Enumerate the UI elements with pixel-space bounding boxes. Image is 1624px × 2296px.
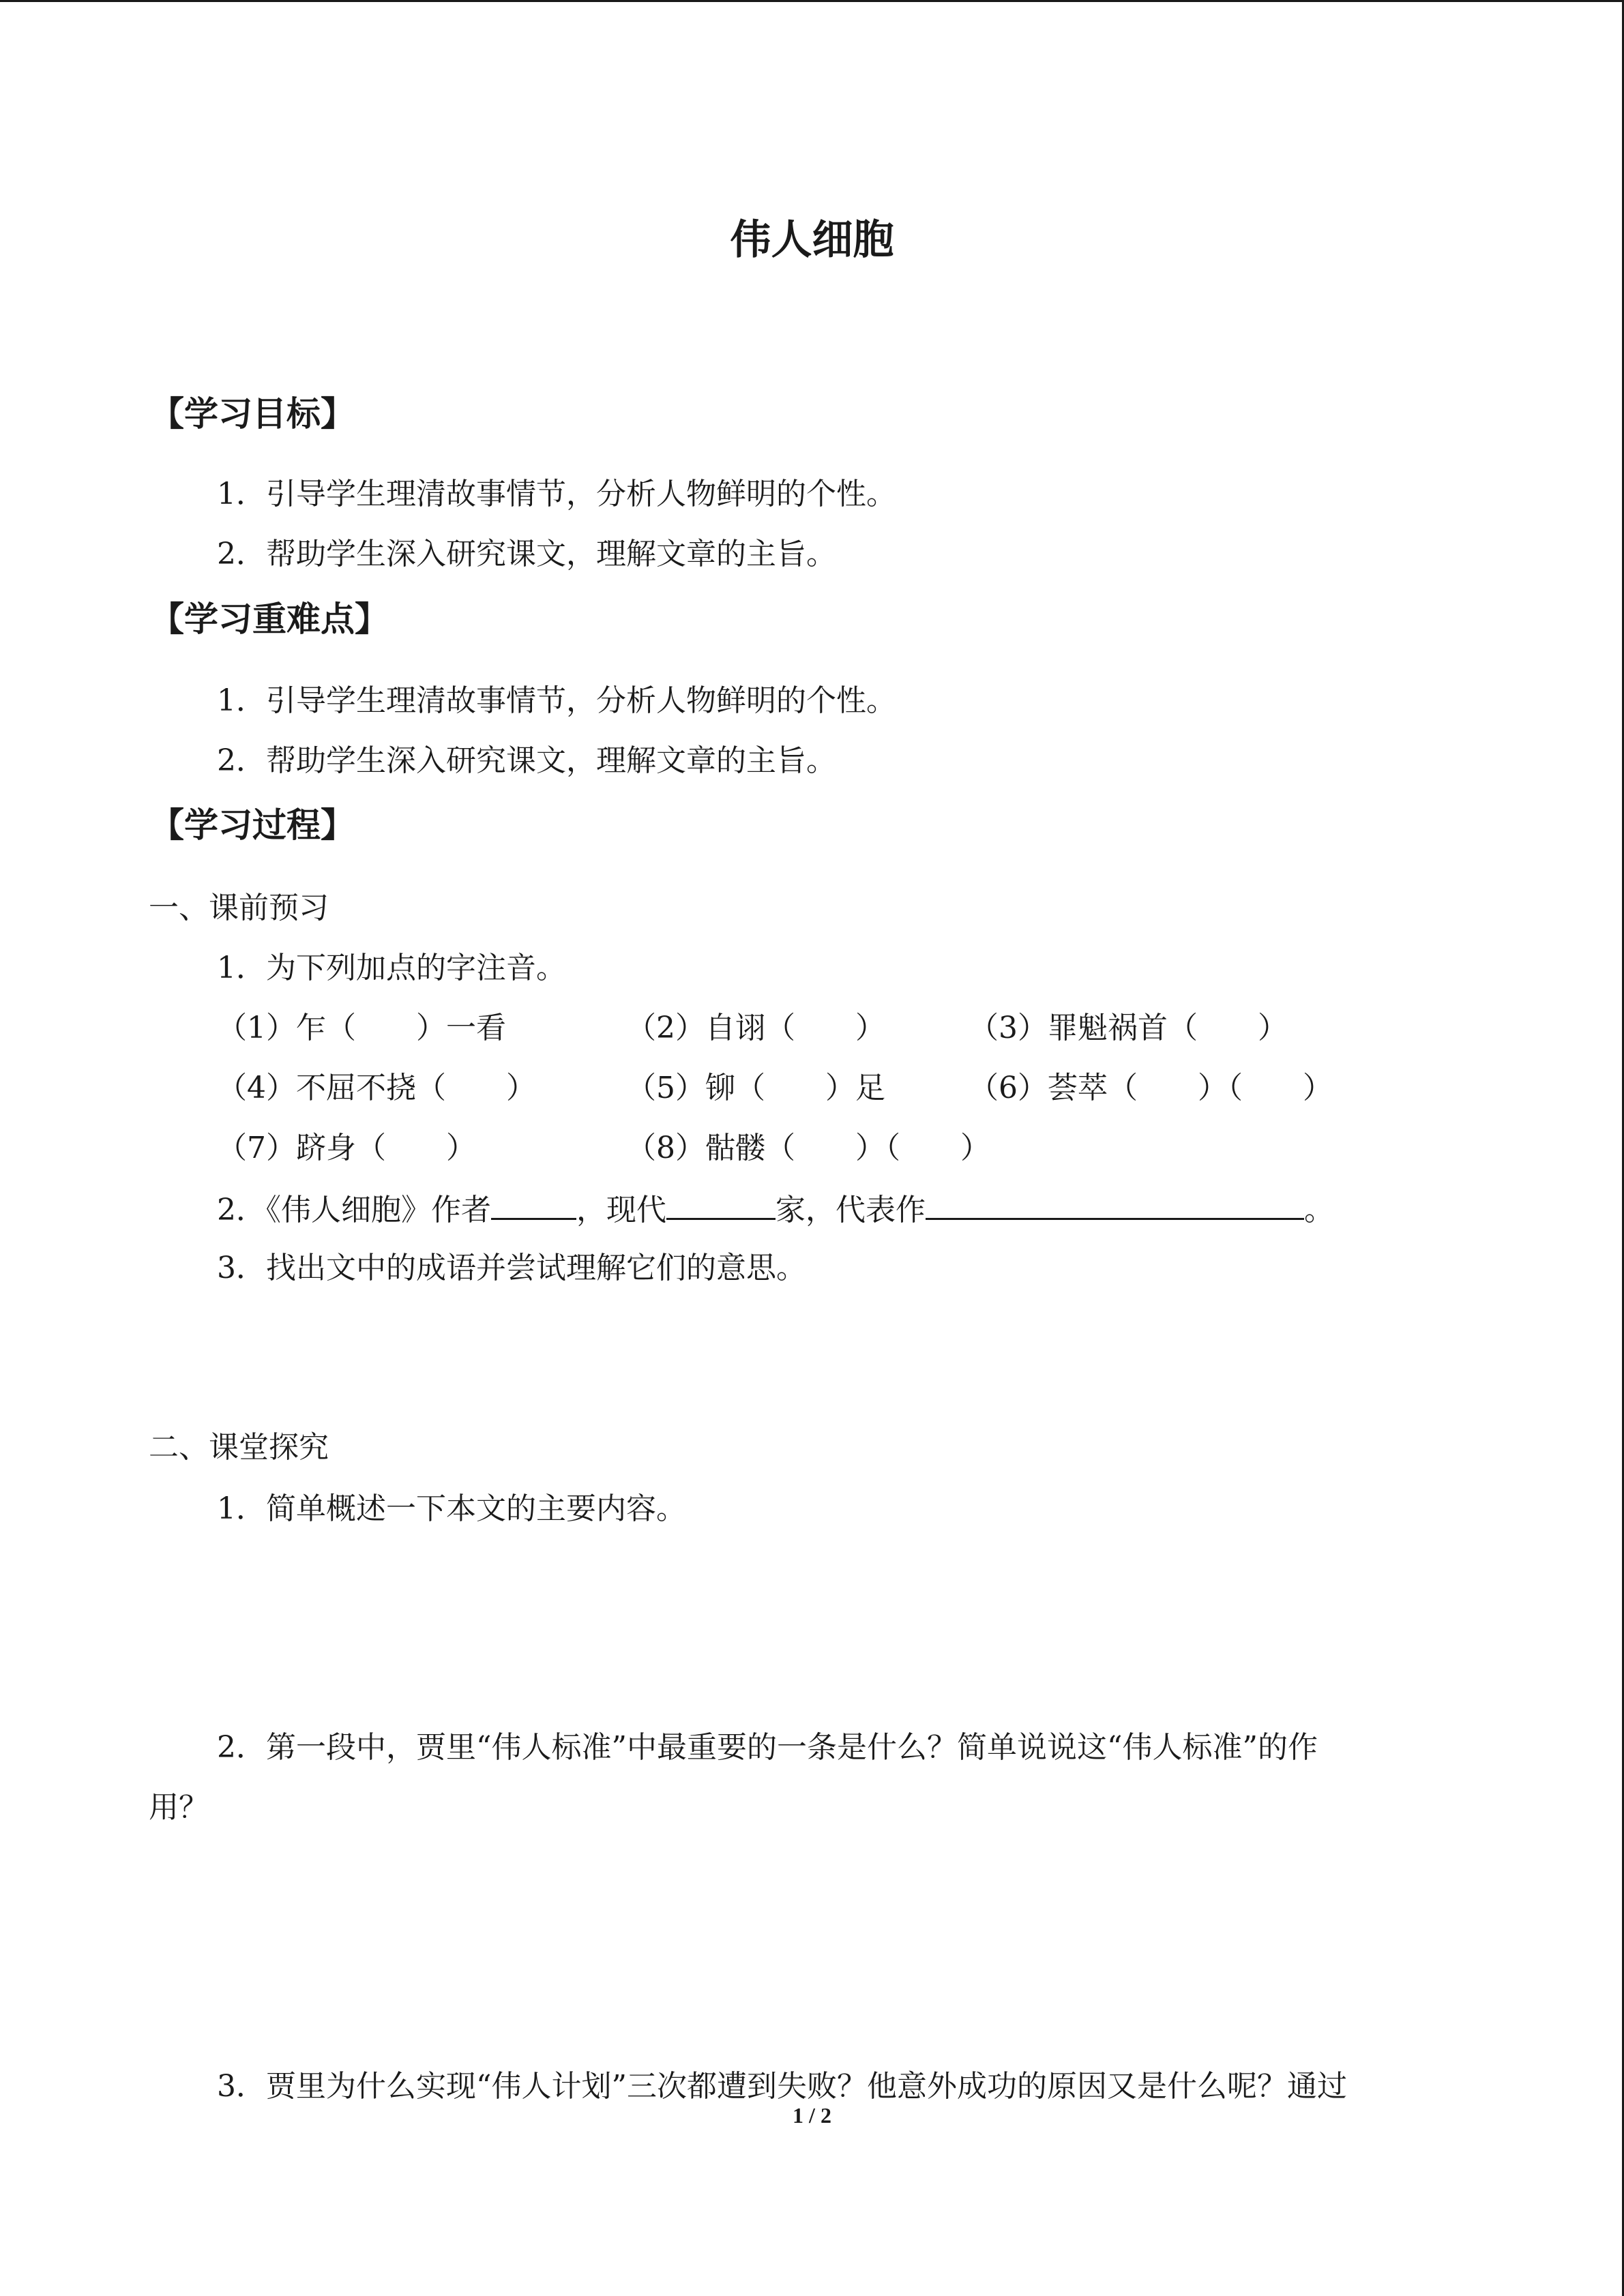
preview-heading: 一、课前预习 <box>149 891 329 925</box>
preview-question-1: 1．为下列加点的字注音。 <box>217 951 566 985</box>
q2-text-end: 。 <box>1304 1193 1334 1227</box>
q2-text-author: 2．《伟人细胞》作者 <box>217 1193 491 1227</box>
pinyin-item: （4）不屈不挠（ ） <box>217 1071 536 1105</box>
inquiry-question-2-line-1: 2．第一段中，贾里“伟人标准”中最重要的一条是什么？简单说说这“伟人标准”的作 <box>217 1730 1318 1765</box>
page-number: 1 / 2 <box>793 2103 831 2128</box>
pinyin-item: （8）骷髅（ ）（ ） <box>626 1131 990 1165</box>
page-title: 伟人细胞 <box>730 216 894 264</box>
key-point-item-1: 1．引导学生理清故事情节，分析人物鲜明的个性。 <box>217 683 896 718</box>
pinyin-item: （7）跻身（ ） <box>217 1131 476 1165</box>
pinyin-item: （5）铆（ ）足 <box>626 1071 885 1105</box>
q2-text-works: 家，代表作 <box>776 1193 926 1227</box>
objectives-heading: 【学习目标】 <box>150 394 355 434</box>
top-border <box>0 0 1624 2</box>
inquiry-question-2-line-2: 用？ <box>149 1790 209 1825</box>
inquiry-heading: 二、课堂探究 <box>149 1430 329 1465</box>
pinyin-item: （2）自诩（ ） <box>626 1011 885 1045</box>
key-point-item-2: 2．帮助学生深入研究课文，理解文章的主旨。 <box>217 743 836 778</box>
pinyin-item: （1）乍（ ）一看 <box>217 1011 506 1045</box>
inquiry-question-3-line-1: 3．贾里为什么实现“伟人计划”三次都遭到失败？他意外成功的原因又是什么呢？通过 <box>217 2069 1347 2104</box>
profession-blank[interactable] <box>666 1188 776 1220</box>
inquiry-question-1: 1．简单概述一下本文的主要内容。 <box>217 1491 686 1526</box>
pinyin-item: （3）罪魁祸首（ ） <box>969 1011 1288 1045</box>
pinyin-item: （6）荟萃（ ）（ ） <box>969 1071 1333 1105</box>
objective-item-1: 1．引导学生理清故事情节，分析人物鲜明的个性。 <box>217 477 896 511</box>
author-blank[interactable] <box>491 1188 576 1220</box>
preview-question-3: 3．找出文中的成语并尝试理解它们的意思。 <box>217 1251 806 1285</box>
preview-question-2 <box>217 1188 1334 1231</box>
works-blank[interactable] <box>926 1188 1304 1220</box>
key-points-heading: 【学习重难点】 <box>150 599 389 639</box>
objective-item-2: 2．帮助学生深入研究课文，理解文章的主旨。 <box>217 537 836 571</box>
process-heading: 【学习过程】 <box>150 805 355 845</box>
q2-text-era: ，现代 <box>576 1193 666 1227</box>
